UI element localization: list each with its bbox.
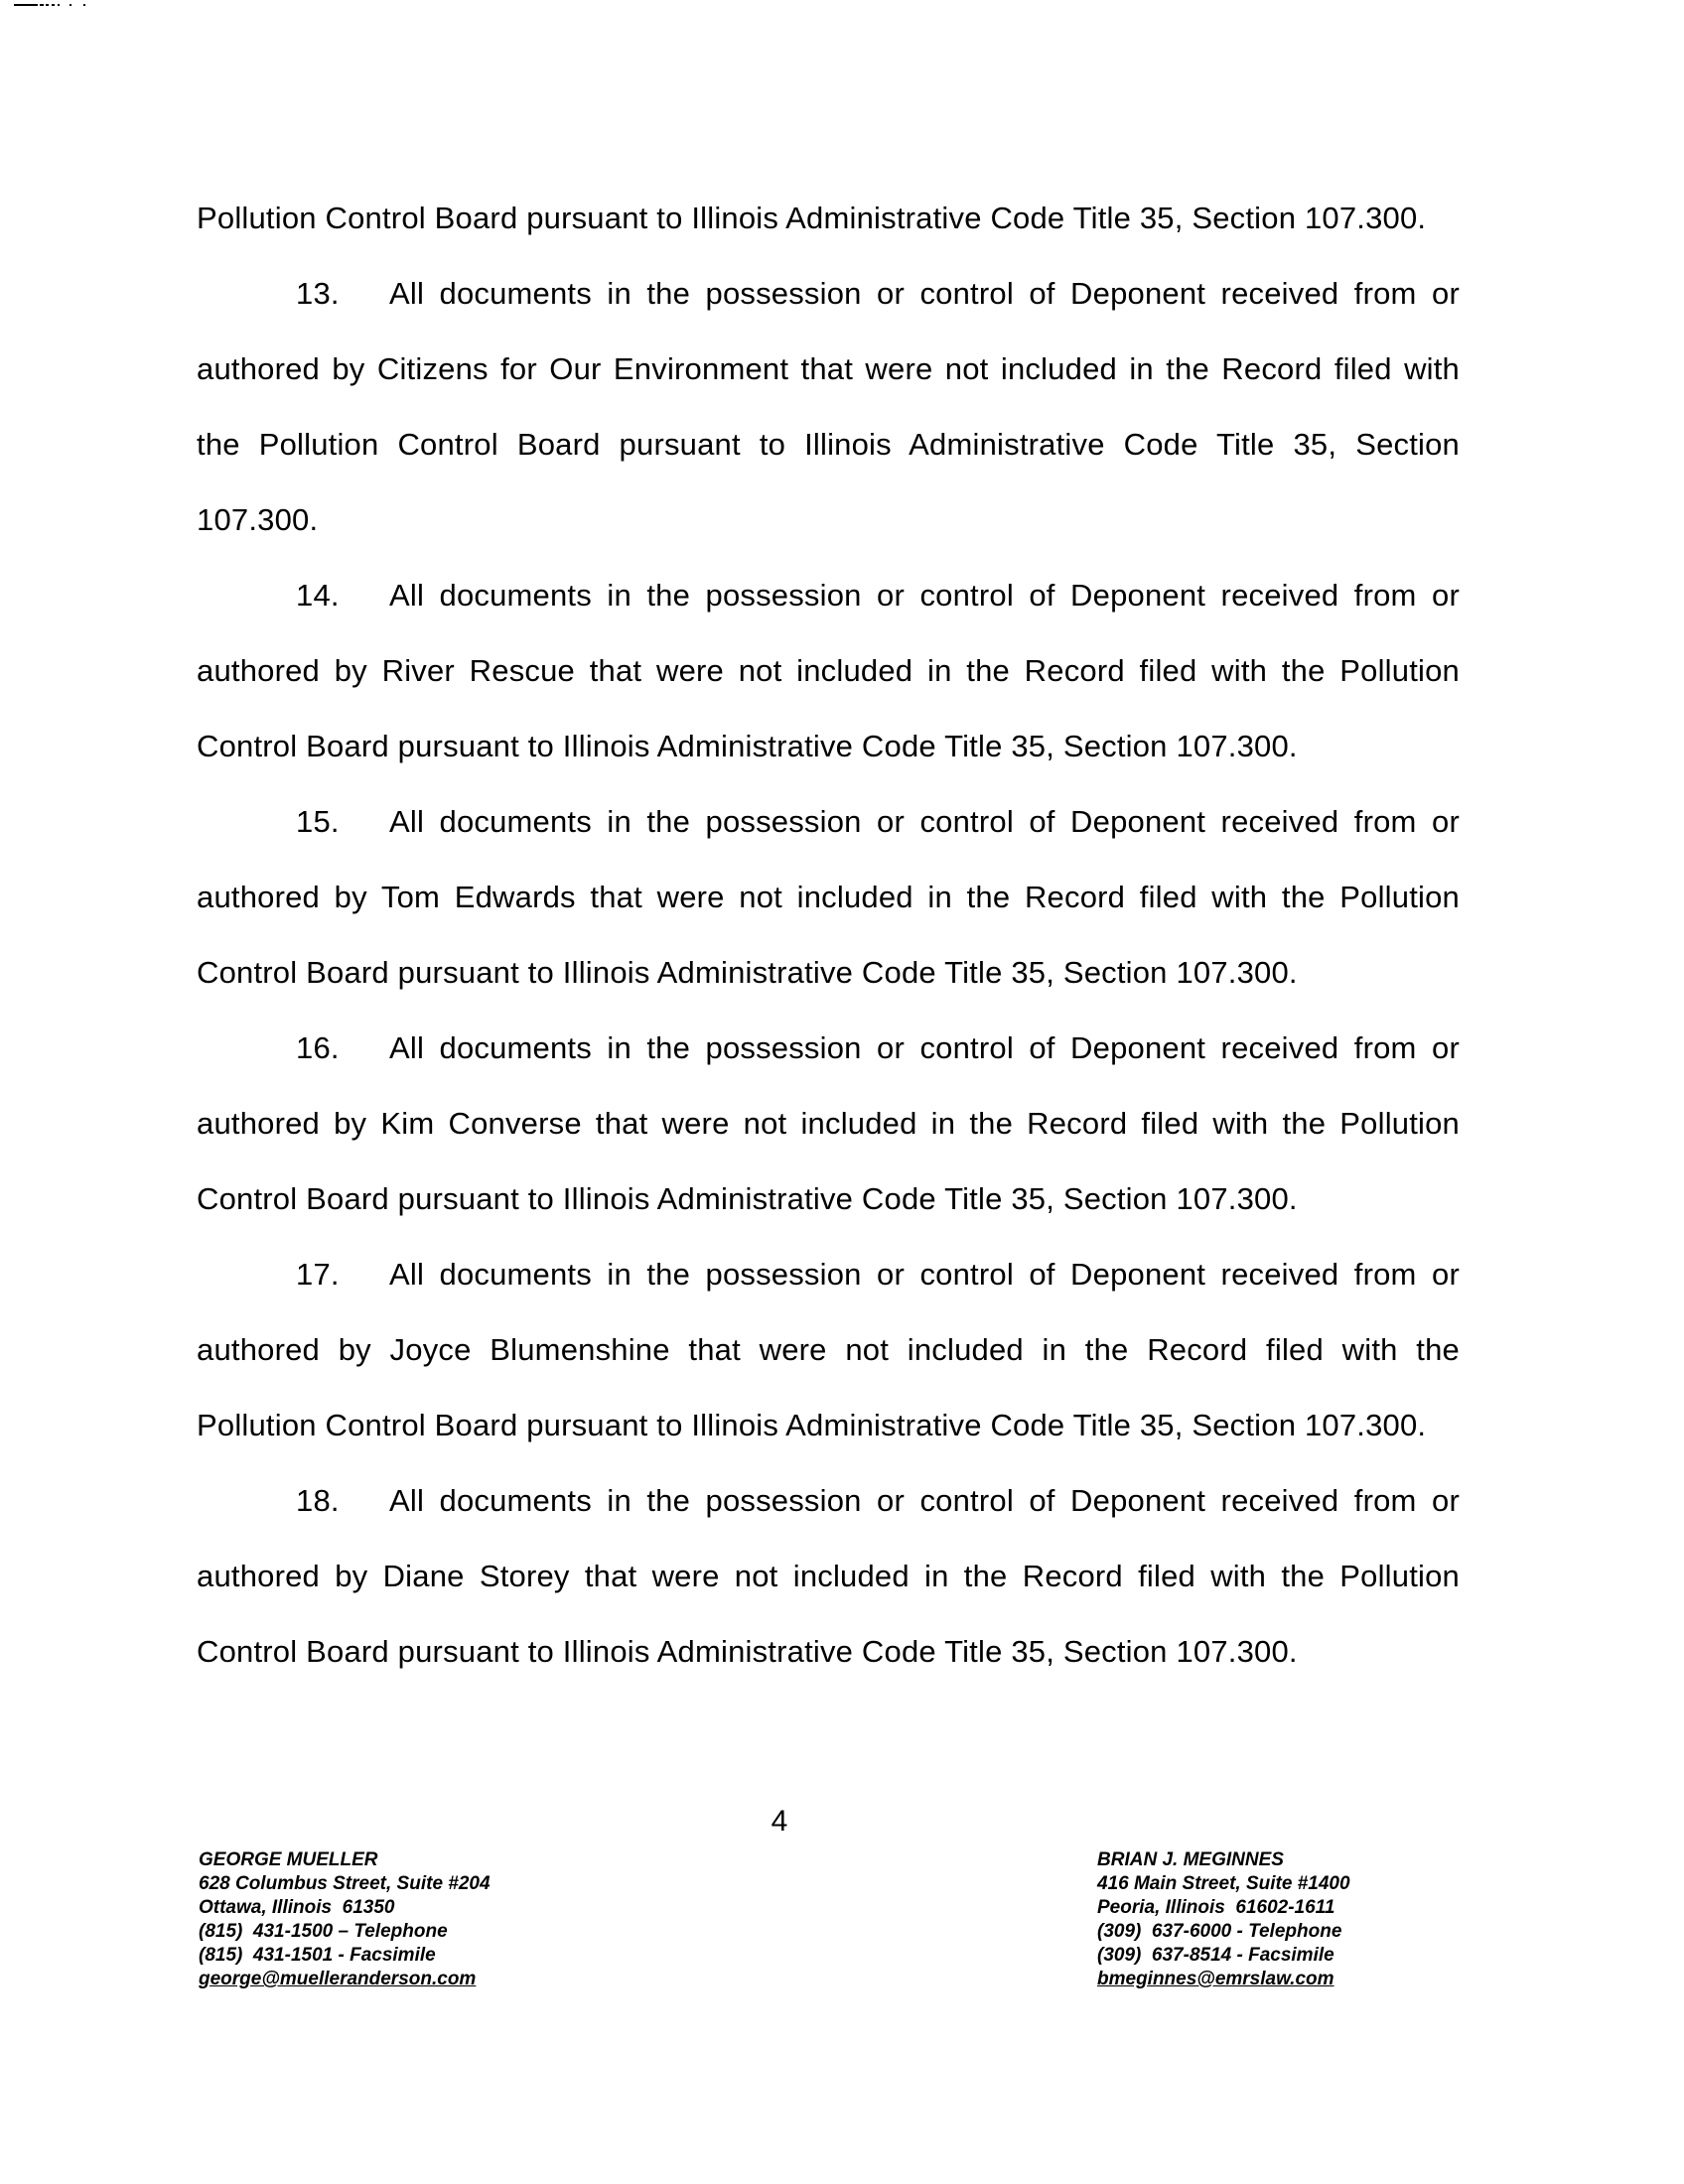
request-paragraph-17 (197, 1237, 1460, 1463)
attorney-phone: (815) 431-1500 – Telephone (199, 1921, 448, 1942)
paragraph-number: 13. (296, 276, 340, 311)
attorney-name: GEORGE MUELLER (199, 1849, 378, 1870)
paragraph-number: 14. (296, 578, 340, 613)
paragraph-number: 17. (296, 1257, 340, 1292)
request-paragraph-15 (197, 784, 1460, 1011)
attorney-name: BRIAN J. MEGINNES (1097, 1849, 1284, 1870)
continuation-paragraph: Pollution Control Board pursuant to Illinois Administrative Code Title 35, Section 107.300. (197, 201, 1427, 235)
scan-artifact (14, 4, 93, 6)
request-paragraph-18 (197, 1463, 1460, 1690)
paragraph-number: 15. (296, 804, 340, 839)
request-paragraph-14 (197, 558, 1460, 784)
paragraph-text: All documents in the possession or control of Deponent received from or authored by Citizens for Our Environment that were not included in the Record filed with the Pollution Control Board pursuant to Illinois Administrative Code Title 35, Section 107.300. (197, 276, 1460, 537)
attorney-address-line1: 416 Main Street, Suite #1400 (1097, 1873, 1350, 1894)
paragraph-text: All documents in the possession or control of Deponent received from or authored by Tom Edwards that were not included in the Record filed with the Pollution Control Board pursuant to Illinois Administrative Code Title 35, Section 107.300. (197, 804, 1460, 990)
attorney-address-line2: Ottawa, Illinois 61350 (199, 1897, 395, 1918)
attorney-email-link[interactable]: bmeginnes@emrslaw.com (1097, 1969, 1334, 1989)
document-body (197, 181, 1460, 1690)
paragraph-number: 18. (296, 1483, 340, 1518)
attorney-address-line2: Peoria, Illinois 61602-1611 (1097, 1897, 1335, 1918)
paragraph-text: All documents in the possession or control of Deponent received from or authored by Diane Storey that were not included in the Record filed with the Pollution Control Board pursuant to Illinois Administrative Code Title 35, Section 107.300. (197, 1483, 1460, 1669)
page-number: 4 (771, 1805, 788, 1838)
paragraph-number: 16. (296, 1030, 340, 1065)
paragraph-text: All documents in the possession or control of Deponent received from or authored by Kim Converse that were not included in the Record filed with the Pollution Control Board pursuant to Illinois Administrative Code Title 35, Section 107.300. (197, 1030, 1460, 1216)
request-paragraph-16 (197, 1011, 1460, 1237)
attorney-block-right (1097, 1848, 1350, 1991)
attorney-block-left (199, 1848, 491, 1991)
attorney-address-line1: 628 Columbus Street, Suite #204 (199, 1873, 491, 1894)
attorney-fax: (815) 431-1501 - Facsimile (199, 1945, 436, 1966)
attorney-email-link[interactable]: george@muelleranderson.com (199, 1969, 477, 1989)
paragraph-text: All documents in the possession or control of Deponent received from or authored by Joyce Blumenshine that were not included in the Record filed with the Pollution Control Board pursuant to Illinois Administrative Code Title 35, Section 107.300. (197, 1257, 1460, 1442)
request-paragraph-13 (197, 256, 1460, 558)
attorney-phone: (309) 637-6000 - Telephone (1097, 1921, 1342, 1942)
attorney-fax: (309) 637-8514 - Facsimile (1097, 1945, 1334, 1966)
paragraph-text: All documents in the possession or control of Deponent received from or authored by River Rescue that were not included in the Record filed with the Pollution Control Board pursuant to Illinois Administrative Code Title 35, Section 107.300. (197, 578, 1460, 763)
